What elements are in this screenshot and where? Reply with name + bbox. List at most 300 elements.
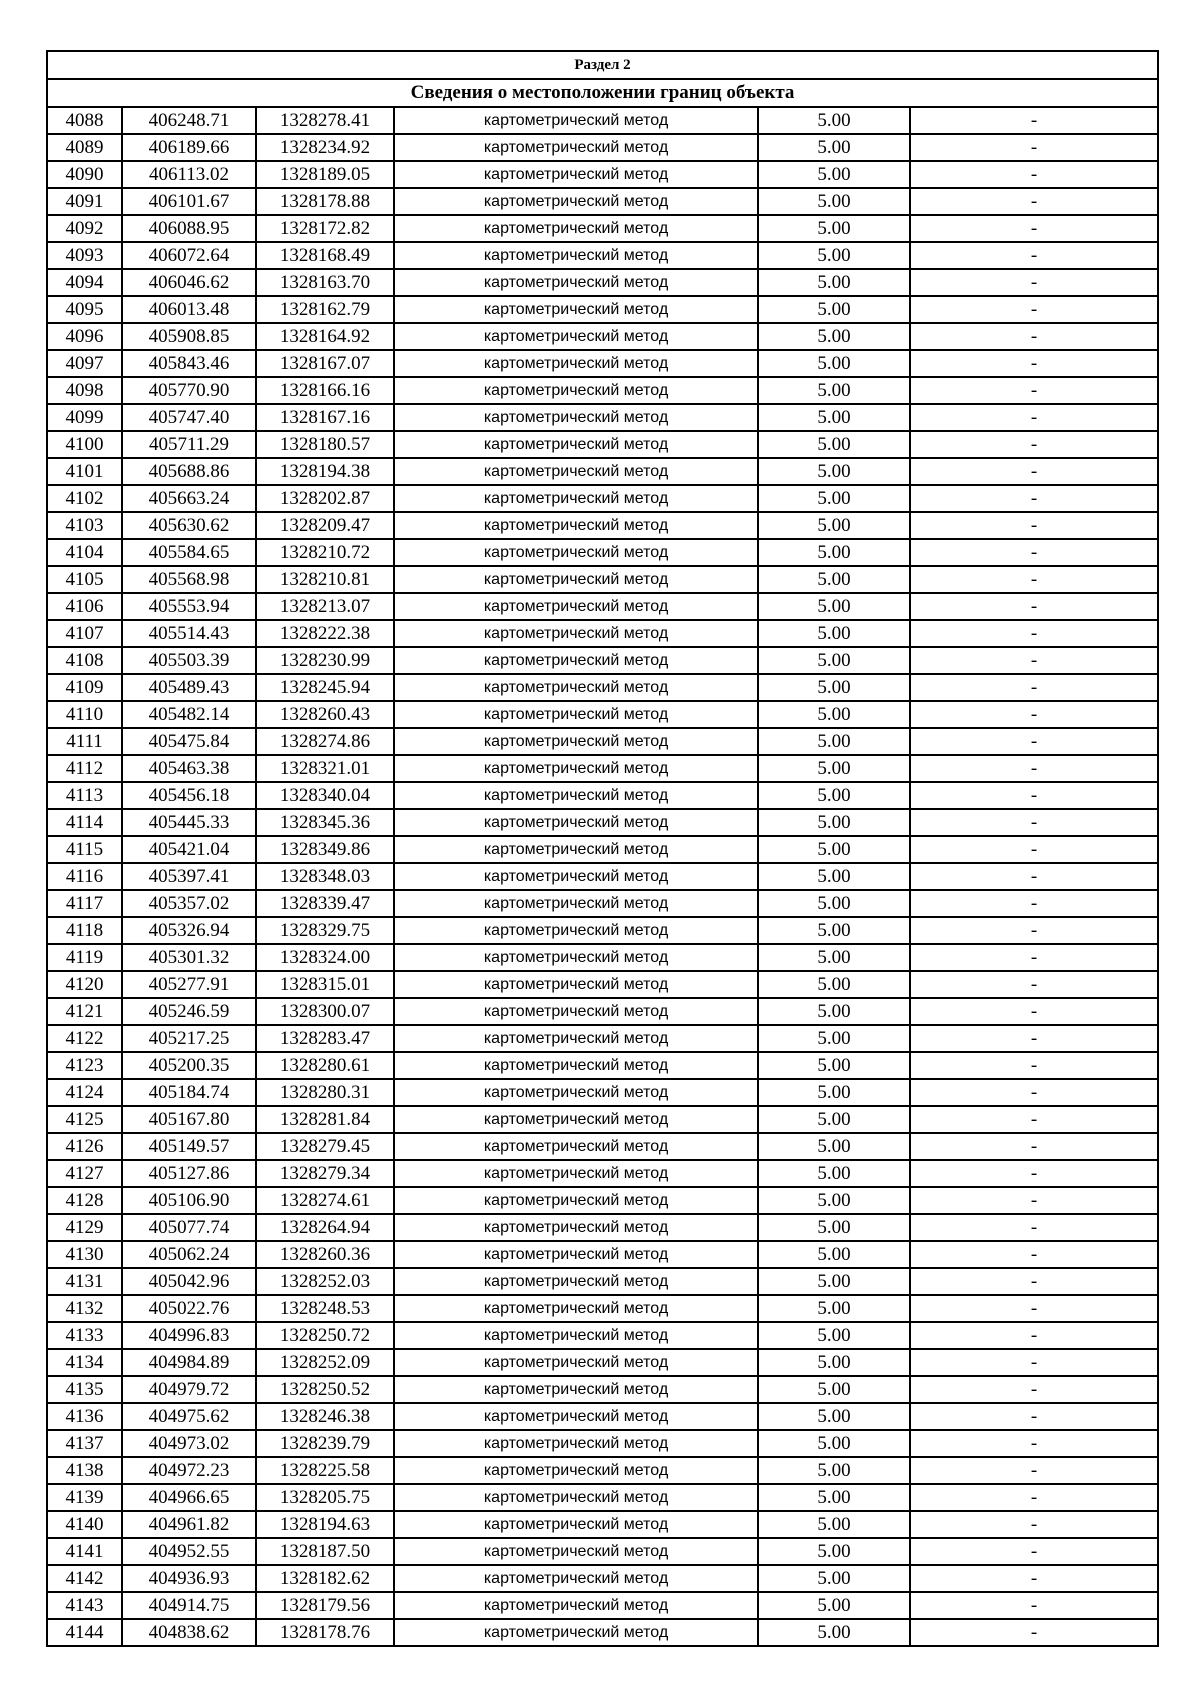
y-coordinate-cell: 1328245.94 — [256, 674, 394, 701]
description-cell: - — [910, 836, 1158, 863]
precision-cell: 5.00 — [758, 1133, 910, 1160]
method-cell: картометрический метод — [394, 1052, 758, 1079]
description-cell: - — [910, 728, 1158, 755]
table-row — [47, 998, 1158, 1025]
point-number-cell: 4120 — [47, 971, 122, 998]
table-row — [47, 1187, 1158, 1214]
method-cell: картометрический метод — [394, 161, 758, 188]
precision-cell: 5.00 — [758, 1106, 910, 1133]
precision-cell: 5.00 — [758, 971, 910, 998]
precision-cell: 5.00 — [758, 1241, 910, 1268]
y-coordinate-cell: 1328194.63 — [256, 1511, 394, 1538]
y-coordinate-cell: 1328167.07 — [256, 350, 394, 377]
point-number-cell: 4100 — [47, 431, 122, 458]
y-coordinate-cell: 1328283.47 — [256, 1025, 394, 1052]
y-coordinate-cell: 1328178.76 — [256, 1619, 394, 1646]
x-coordinate-cell: 404973.02 — [122, 1430, 256, 1457]
method-cell: картометрический метод — [394, 755, 758, 782]
table-row — [47, 971, 1158, 998]
precision-cell: 5.00 — [758, 296, 910, 323]
table-title: Сведения о местоположении границ объекта — [47, 79, 1158, 107]
point-number-cell: 4143 — [47, 1592, 122, 1619]
precision-cell: 5.00 — [758, 1268, 910, 1295]
table-row — [47, 512, 1158, 539]
table-row — [47, 593, 1158, 620]
table-row — [47, 404, 1158, 431]
x-coordinate-cell: 405421.04 — [122, 836, 256, 863]
table-row — [47, 1592, 1158, 1619]
method-cell: картометрический метод — [394, 1592, 758, 1619]
method-cell: картометрический метод — [394, 782, 758, 809]
table-row — [47, 1565, 1158, 1592]
description-cell: - — [910, 350, 1158, 377]
x-coordinate-cell: 405843.46 — [122, 350, 256, 377]
description-cell: - — [910, 215, 1158, 242]
precision-cell: 5.00 — [758, 728, 910, 755]
point-number-cell: 4106 — [47, 593, 122, 620]
method-cell: картометрический метод — [394, 1079, 758, 1106]
precision-cell: 5.00 — [758, 134, 910, 161]
y-coordinate-cell: 1328205.75 — [256, 1484, 394, 1511]
y-coordinate-cell: 1328315.01 — [256, 971, 394, 998]
description-cell: - — [910, 1241, 1158, 1268]
description-cell: - — [910, 1565, 1158, 1592]
method-cell: картометрический метод — [394, 1268, 758, 1295]
method-cell: картометрический метод — [394, 593, 758, 620]
y-coordinate-cell: 1328345.36 — [256, 809, 394, 836]
method-cell: картометрический метод — [394, 863, 758, 890]
x-coordinate-cell: 404979.72 — [122, 1376, 256, 1403]
precision-cell: 5.00 — [758, 1457, 910, 1484]
precision-cell: 5.00 — [758, 215, 910, 242]
description-cell: - — [910, 1079, 1158, 1106]
x-coordinate-cell: 404914.75 — [122, 1592, 256, 1619]
point-number-cell: 4099 — [47, 404, 122, 431]
point-number-cell: 4142 — [47, 1565, 122, 1592]
method-cell: картометрический метод — [394, 242, 758, 269]
precision-cell: 5.00 — [758, 242, 910, 269]
description-cell: - — [910, 1322, 1158, 1349]
point-number-cell: 4088 — [47, 107, 122, 134]
method-cell: картометрический метод — [394, 1484, 758, 1511]
table-row — [47, 836, 1158, 863]
point-number-cell: 4131 — [47, 1268, 122, 1295]
x-coordinate-cell: 405326.94 — [122, 917, 256, 944]
precision-cell: 5.00 — [758, 431, 910, 458]
description-cell: - — [910, 539, 1158, 566]
description-cell: - — [910, 1268, 1158, 1295]
x-coordinate-cell: 405127.86 — [122, 1160, 256, 1187]
precision-cell: 5.00 — [758, 269, 910, 296]
method-cell: картометрический метод — [394, 1133, 758, 1160]
table-row — [47, 620, 1158, 647]
point-number-cell: 4117 — [47, 890, 122, 917]
point-number-cell: 4122 — [47, 1025, 122, 1052]
table-row — [47, 1106, 1158, 1133]
description-cell: - — [910, 377, 1158, 404]
x-coordinate-cell: 405489.43 — [122, 674, 256, 701]
method-cell: картометрический метод — [394, 296, 758, 323]
description-cell: - — [910, 512, 1158, 539]
method-cell: картометрический метод — [394, 809, 758, 836]
description-cell: - — [910, 1511, 1158, 1538]
y-coordinate-cell: 1328274.86 — [256, 728, 394, 755]
description-cell: - — [910, 944, 1158, 971]
method-cell: картометрический метод — [394, 701, 758, 728]
precision-cell: 5.00 — [758, 350, 910, 377]
point-number-cell: 4126 — [47, 1133, 122, 1160]
precision-cell: 5.00 — [758, 1565, 910, 1592]
description-cell: - — [910, 107, 1158, 134]
x-coordinate-cell: 404996.83 — [122, 1322, 256, 1349]
y-coordinate-cell: 1328168.49 — [256, 242, 394, 269]
x-coordinate-cell: 405514.43 — [122, 620, 256, 647]
y-coordinate-cell: 1328339.47 — [256, 890, 394, 917]
table-row — [47, 1430, 1158, 1457]
description-cell: - — [910, 1106, 1158, 1133]
precision-cell: 5.00 — [758, 1025, 910, 1052]
method-cell: картометрический метод — [394, 458, 758, 485]
x-coordinate-cell: 405688.86 — [122, 458, 256, 485]
table-row — [47, 269, 1158, 296]
x-coordinate-cell: 405217.25 — [122, 1025, 256, 1052]
x-coordinate-cell: 406248.71 — [122, 107, 256, 134]
x-coordinate-cell: 405503.39 — [122, 647, 256, 674]
y-coordinate-cell: 1328280.31 — [256, 1079, 394, 1106]
x-coordinate-cell: 406088.95 — [122, 215, 256, 242]
method-cell: картометрический метод — [394, 404, 758, 431]
point-number-cell: 4101 — [47, 458, 122, 485]
precision-cell: 5.00 — [758, 1538, 910, 1565]
method-cell: картометрический метод — [394, 269, 758, 296]
table-row — [47, 1268, 1158, 1295]
point-number-cell: 4093 — [47, 242, 122, 269]
y-coordinate-cell: 1328163.70 — [256, 269, 394, 296]
table-row — [47, 242, 1158, 269]
method-cell: картометрический метод — [394, 1025, 758, 1052]
description-cell: - — [910, 566, 1158, 593]
description-cell: - — [910, 134, 1158, 161]
x-coordinate-cell: 406046.62 — [122, 269, 256, 296]
point-number-cell: 4109 — [47, 674, 122, 701]
method-cell: картометрический метод — [394, 1349, 758, 1376]
y-coordinate-cell: 1328340.04 — [256, 782, 394, 809]
table-row — [47, 539, 1158, 566]
method-cell: картометрический метод — [394, 1322, 758, 1349]
x-coordinate-cell: 405475.84 — [122, 728, 256, 755]
precision-cell: 5.00 — [758, 377, 910, 404]
method-cell: картометрический метод — [394, 566, 758, 593]
point-number-cell: 4092 — [47, 215, 122, 242]
precision-cell: 5.00 — [758, 1052, 910, 1079]
description-cell: - — [910, 674, 1158, 701]
y-coordinate-cell: 1328250.52 — [256, 1376, 394, 1403]
precision-cell: 5.00 — [758, 701, 910, 728]
description-cell: - — [910, 431, 1158, 458]
precision-cell: 5.00 — [758, 566, 910, 593]
method-cell: картометрический метод — [394, 188, 758, 215]
title-row — [47, 79, 1158, 107]
point-number-cell: 4139 — [47, 1484, 122, 1511]
table-body — [47, 51, 1158, 1646]
point-number-cell: 4116 — [47, 863, 122, 890]
y-coordinate-cell: 1328180.57 — [256, 431, 394, 458]
x-coordinate-cell: 405246.59 — [122, 998, 256, 1025]
table-row — [47, 134, 1158, 161]
y-coordinate-cell: 1328167.16 — [256, 404, 394, 431]
point-number-cell: 4140 — [47, 1511, 122, 1538]
precision-cell: 5.00 — [758, 1592, 910, 1619]
method-cell: картометрический метод — [394, 485, 758, 512]
y-coordinate-cell: 1328179.56 — [256, 1592, 394, 1619]
method-cell: картометрический метод — [394, 377, 758, 404]
precision-cell: 5.00 — [758, 647, 910, 674]
precision-cell: 5.00 — [758, 1511, 910, 1538]
y-coordinate-cell: 1328164.92 — [256, 323, 394, 350]
description-cell: - — [910, 890, 1158, 917]
description-cell: - — [910, 1376, 1158, 1403]
point-number-cell: 4113 — [47, 782, 122, 809]
method-cell: картометрический метод — [394, 971, 758, 998]
point-number-cell: 4138 — [47, 1457, 122, 1484]
x-coordinate-cell: 404972.23 — [122, 1457, 256, 1484]
method-cell: картометрический метод — [394, 107, 758, 134]
precision-cell: 5.00 — [758, 323, 910, 350]
y-coordinate-cell: 1328321.01 — [256, 755, 394, 782]
y-coordinate-cell: 1328162.79 — [256, 296, 394, 323]
y-coordinate-cell: 1328349.86 — [256, 836, 394, 863]
x-coordinate-cell: 405106.90 — [122, 1187, 256, 1214]
method-cell: картометрический метод — [394, 134, 758, 161]
section-label: Раздел 2 — [47, 51, 1158, 79]
y-coordinate-cell: 1328182.62 — [256, 1565, 394, 1592]
point-number-cell: 4108 — [47, 647, 122, 674]
table-row — [47, 458, 1158, 485]
method-cell: картометрический метод — [394, 1241, 758, 1268]
point-number-cell: 4096 — [47, 323, 122, 350]
x-coordinate-cell: 405463.38 — [122, 755, 256, 782]
precision-cell: 5.00 — [758, 107, 910, 134]
description-cell: - — [910, 1430, 1158, 1457]
table-row — [47, 377, 1158, 404]
y-coordinate-cell: 1328252.09 — [256, 1349, 394, 1376]
precision-cell: 5.00 — [758, 1160, 910, 1187]
table-row — [47, 1403, 1158, 1430]
point-number-cell: 4114 — [47, 809, 122, 836]
y-coordinate-cell: 1328260.43 — [256, 701, 394, 728]
table-row — [47, 1322, 1158, 1349]
table-row — [47, 1025, 1158, 1052]
y-coordinate-cell: 1328274.61 — [256, 1187, 394, 1214]
precision-cell: 5.00 — [758, 161, 910, 188]
x-coordinate-cell: 405711.29 — [122, 431, 256, 458]
x-coordinate-cell: 405077.74 — [122, 1214, 256, 1241]
precision-cell: 5.00 — [758, 1349, 910, 1376]
y-coordinate-cell: 1328278.41 — [256, 107, 394, 134]
precision-cell: 5.00 — [758, 1376, 910, 1403]
table-row — [47, 917, 1158, 944]
y-coordinate-cell: 1328194.38 — [256, 458, 394, 485]
method-cell: картометрический метод — [394, 1214, 758, 1241]
y-coordinate-cell: 1328210.72 — [256, 539, 394, 566]
precision-cell: 5.00 — [758, 836, 910, 863]
y-coordinate-cell: 1328202.87 — [256, 485, 394, 512]
y-coordinate-cell: 1328260.36 — [256, 1241, 394, 1268]
description-cell: - — [910, 188, 1158, 215]
table-row — [47, 1133, 1158, 1160]
x-coordinate-cell: 405445.33 — [122, 809, 256, 836]
point-number-cell: 4097 — [47, 350, 122, 377]
description-cell: - — [910, 1592, 1158, 1619]
y-coordinate-cell: 1328248.53 — [256, 1295, 394, 1322]
x-coordinate-cell: 406072.64 — [122, 242, 256, 269]
precision-cell: 5.00 — [758, 1619, 910, 1646]
table-row — [47, 1349, 1158, 1376]
precision-cell: 5.00 — [758, 809, 910, 836]
precision-cell: 5.00 — [758, 1403, 910, 1430]
description-cell: - — [910, 242, 1158, 269]
description-cell: - — [910, 1349, 1158, 1376]
table-row — [47, 701, 1158, 728]
description-cell: - — [910, 458, 1158, 485]
x-coordinate-cell: 405482.14 — [122, 701, 256, 728]
table-row — [47, 1079, 1158, 1106]
x-coordinate-cell: 405167.80 — [122, 1106, 256, 1133]
point-number-cell: 4102 — [47, 485, 122, 512]
description-cell: - — [910, 1214, 1158, 1241]
x-coordinate-cell: 405397.41 — [122, 863, 256, 890]
precision-cell: 5.00 — [758, 1214, 910, 1241]
method-cell: картометрический метод — [394, 1376, 758, 1403]
table-row — [47, 863, 1158, 890]
y-coordinate-cell: 1328225.58 — [256, 1457, 394, 1484]
y-coordinate-cell: 1328280.61 — [256, 1052, 394, 1079]
y-coordinate-cell: 1328166.16 — [256, 377, 394, 404]
section-header-row — [47, 51, 1158, 79]
description-cell: - — [910, 863, 1158, 890]
method-cell: картометрический метод — [394, 431, 758, 458]
y-coordinate-cell: 1328213.07 — [256, 593, 394, 620]
precision-cell: 5.00 — [758, 593, 910, 620]
point-number-cell: 4134 — [47, 1349, 122, 1376]
table-row — [47, 1376, 1158, 1403]
point-number-cell: 4115 — [47, 836, 122, 863]
table-row — [47, 647, 1158, 674]
point-number-cell: 4104 — [47, 539, 122, 566]
x-coordinate-cell: 404961.82 — [122, 1511, 256, 1538]
table-row — [47, 782, 1158, 809]
x-coordinate-cell: 405184.74 — [122, 1079, 256, 1106]
point-number-cell: 4105 — [47, 566, 122, 593]
method-cell: картометрический метод — [394, 728, 758, 755]
method-cell: картометрический метод — [394, 1160, 758, 1187]
x-coordinate-cell: 404966.65 — [122, 1484, 256, 1511]
method-cell: картометрический метод — [394, 1430, 758, 1457]
method-cell: картометрический метод — [394, 998, 758, 1025]
x-coordinate-cell: 404952.55 — [122, 1538, 256, 1565]
point-number-cell: 4125 — [47, 1106, 122, 1133]
description-cell: - — [910, 323, 1158, 350]
method-cell: картометрический метод — [394, 539, 758, 566]
point-number-cell: 4144 — [47, 1619, 122, 1646]
precision-cell: 5.00 — [758, 755, 910, 782]
precision-cell: 5.00 — [758, 404, 910, 431]
precision-cell: 5.00 — [758, 890, 910, 917]
method-cell: картометрический метод — [394, 1511, 758, 1538]
precision-cell: 5.00 — [758, 539, 910, 566]
point-number-cell: 4136 — [47, 1403, 122, 1430]
y-coordinate-cell: 1328348.03 — [256, 863, 394, 890]
y-coordinate-cell: 1328252.03 — [256, 1268, 394, 1295]
method-cell: картометрический метод — [394, 1295, 758, 1322]
precision-cell: 5.00 — [758, 485, 910, 512]
y-coordinate-cell: 1328210.81 — [256, 566, 394, 593]
table-row — [47, 107, 1158, 134]
description-cell: - — [910, 1484, 1158, 1511]
table-row — [47, 944, 1158, 971]
description-cell: - — [910, 1403, 1158, 1430]
method-cell: картометрический метод — [394, 512, 758, 539]
table-row — [47, 566, 1158, 593]
precision-cell: 5.00 — [758, 1187, 910, 1214]
description-cell: - — [910, 809, 1158, 836]
description-cell: - — [910, 998, 1158, 1025]
description-cell: - — [910, 269, 1158, 296]
table-row — [47, 728, 1158, 755]
precision-cell: 5.00 — [758, 188, 910, 215]
table-row — [47, 809, 1158, 836]
point-number-cell: 4135 — [47, 1376, 122, 1403]
x-coordinate-cell: 405301.32 — [122, 944, 256, 971]
table-row — [47, 1052, 1158, 1079]
y-coordinate-cell: 1328279.34 — [256, 1160, 394, 1187]
point-number-cell: 4090 — [47, 161, 122, 188]
x-coordinate-cell: 404984.89 — [122, 1349, 256, 1376]
point-number-cell: 4118 — [47, 917, 122, 944]
description-cell: - — [910, 1538, 1158, 1565]
x-coordinate-cell: 405584.65 — [122, 539, 256, 566]
description-cell: - — [910, 593, 1158, 620]
point-number-cell: 4128 — [47, 1187, 122, 1214]
y-coordinate-cell: 1328234.92 — [256, 134, 394, 161]
point-number-cell: 4119 — [47, 944, 122, 971]
table-row — [47, 1457, 1158, 1484]
point-number-cell: 4127 — [47, 1160, 122, 1187]
precision-cell: 5.00 — [758, 998, 910, 1025]
method-cell: картометрический метод — [394, 1457, 758, 1484]
x-coordinate-cell: 405553.94 — [122, 593, 256, 620]
method-cell: картометрический метод — [394, 1403, 758, 1430]
x-coordinate-cell: 405568.98 — [122, 566, 256, 593]
y-coordinate-cell: 1328230.99 — [256, 647, 394, 674]
description-cell: - — [910, 1295, 1158, 1322]
description-cell: - — [910, 647, 1158, 674]
precision-cell: 5.00 — [758, 1322, 910, 1349]
x-coordinate-cell: 406113.02 — [122, 161, 256, 188]
method-cell: картометрический метод — [394, 350, 758, 377]
table-row — [47, 1538, 1158, 1565]
method-cell: картометрический метод — [394, 1619, 758, 1646]
y-coordinate-cell: 1328187.50 — [256, 1538, 394, 1565]
point-number-cell: 4121 — [47, 998, 122, 1025]
method-cell: картометрический метод — [394, 620, 758, 647]
method-cell: картометрический метод — [394, 674, 758, 701]
description-cell: - — [910, 1619, 1158, 1646]
description-cell: - — [910, 620, 1158, 647]
table-row — [47, 674, 1158, 701]
table-row — [47, 755, 1158, 782]
y-coordinate-cell: 1328324.00 — [256, 944, 394, 971]
